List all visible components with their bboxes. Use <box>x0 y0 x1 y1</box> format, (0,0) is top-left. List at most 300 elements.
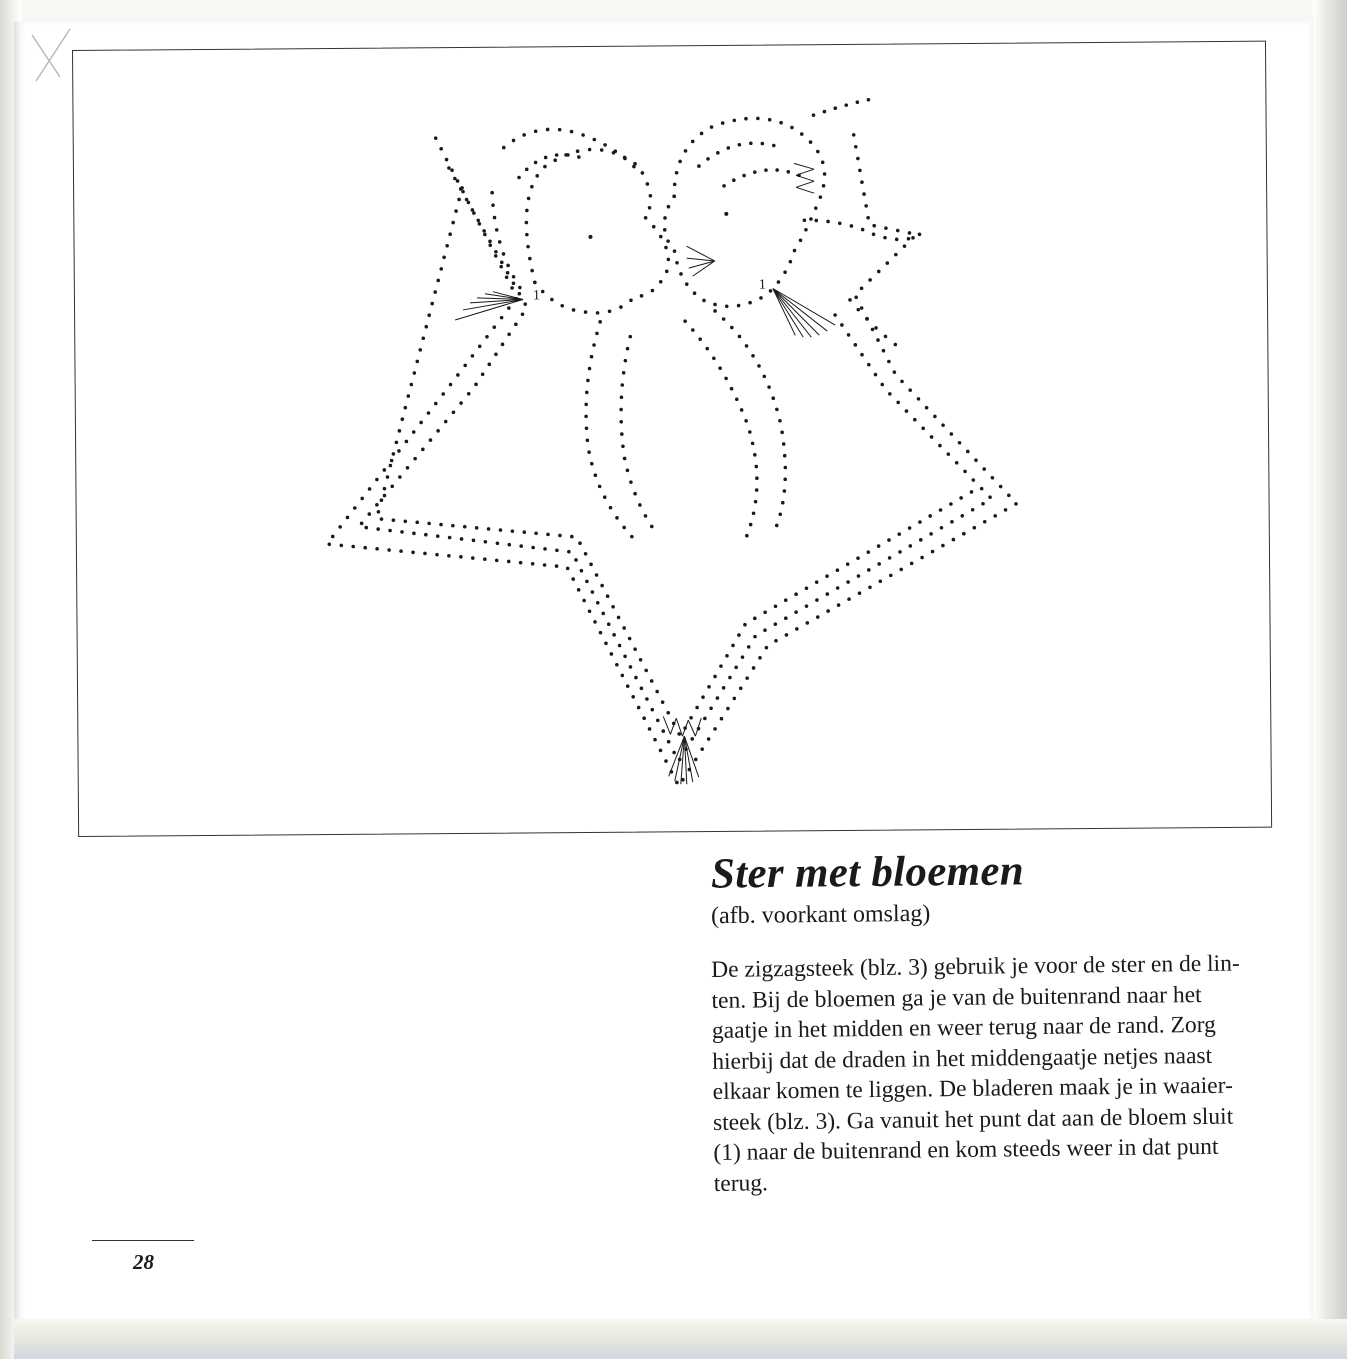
pattern-dot <box>999 485 1003 489</box>
pattern-dot <box>577 588 581 592</box>
pattern-dot <box>874 373 878 377</box>
stitch-line <box>670 718 676 734</box>
pattern-dot <box>581 133 585 137</box>
pattern-dot <box>918 233 922 237</box>
pattern-dot <box>913 418 917 422</box>
stitch-line <box>693 261 715 276</box>
pattern-dot <box>751 442 755 446</box>
pattern-dot <box>645 697 649 701</box>
pattern-dot <box>833 313 837 317</box>
stitch-line <box>689 261 715 268</box>
pattern-dot <box>584 403 588 407</box>
pattern-dot <box>412 430 416 434</box>
pattern-dot <box>690 737 694 741</box>
pattern-dot <box>525 209 529 213</box>
pattern-dot <box>730 326 734 330</box>
pattern-dot <box>894 253 898 257</box>
pattern-dot <box>600 584 604 588</box>
pattern-dot <box>726 707 730 711</box>
pattern-dot <box>695 706 699 710</box>
pattern-dot <box>675 261 679 265</box>
pattern-dot <box>675 781 679 785</box>
pattern-dot <box>949 502 953 506</box>
pattern-dot <box>931 550 935 554</box>
pattern-dot <box>415 360 419 364</box>
pattern-dot <box>482 229 486 233</box>
pattern-dot <box>407 394 411 398</box>
pattern-dot <box>659 235 663 239</box>
pattern-dot <box>900 380 904 384</box>
pattern-dot <box>701 695 705 699</box>
pattern-dot <box>728 676 732 680</box>
pattern-dot <box>745 534 749 538</box>
pattern-dot <box>782 442 786 446</box>
instructions-line: (1) naar de buitenrand en kom steeds weer in dat punt <box>713 1133 1219 1166</box>
pattern-dot <box>555 564 559 568</box>
pattern-dot <box>877 270 881 274</box>
pattern-dot <box>421 448 425 452</box>
pattern-dot <box>413 457 417 461</box>
pattern-dot <box>338 525 342 529</box>
pattern-dot <box>893 370 897 374</box>
page-number: 28 <box>133 1250 154 1274</box>
pattern-dot <box>403 519 407 523</box>
pattern-dot <box>652 225 656 229</box>
pattern-dot <box>525 168 529 172</box>
stitch-line <box>682 720 688 736</box>
pattern-dot <box>847 333 851 337</box>
pattern-dot <box>460 537 464 541</box>
pattern-dot <box>475 526 479 530</box>
pattern-dot <box>844 103 848 107</box>
pattern-dot <box>525 233 529 237</box>
pattern-dot <box>368 487 372 491</box>
pattern-dot <box>619 408 623 412</box>
flower-center-dot <box>588 235 592 239</box>
pattern-dot <box>603 143 607 147</box>
pattern-dot <box>747 645 751 649</box>
pattern-dot <box>610 652 614 656</box>
pencil-x-mark-icon <box>22 25 72 85</box>
pattern-dot <box>980 487 984 491</box>
pattern-dot <box>738 335 742 339</box>
pattern-dot <box>642 716 646 720</box>
pattern-dot <box>920 556 924 560</box>
pattern-dot <box>622 626 626 630</box>
pattern-dot <box>929 532 933 536</box>
pattern-dot <box>896 401 900 405</box>
pattern-dot <box>697 164 701 168</box>
pattern-dot <box>474 383 478 387</box>
pattern-dot <box>856 308 860 312</box>
pattern-dot <box>608 309 612 313</box>
pattern-dot <box>574 558 578 562</box>
pattern-dot <box>566 153 570 157</box>
pattern-dot <box>763 628 767 632</box>
pattern-dot <box>725 654 729 658</box>
pattern-dot <box>410 383 414 387</box>
pattern-dot <box>375 478 379 482</box>
pattern-dot <box>471 208 475 212</box>
pattern-dot <box>507 560 511 564</box>
pattern-dot <box>837 603 841 607</box>
pattern-dot <box>543 547 547 551</box>
pattern-dot <box>800 132 804 136</box>
pattern-dot <box>861 228 865 232</box>
pattern-dot <box>753 635 757 639</box>
pattern-dot <box>888 556 892 560</box>
pattern-dot <box>785 633 789 637</box>
pattern-dot <box>804 228 808 232</box>
pattern-dot <box>722 184 726 188</box>
pattern-dot <box>604 642 608 646</box>
pattern-dot <box>884 226 888 230</box>
pattern-dot <box>749 523 753 527</box>
pattern-dot <box>454 209 458 213</box>
pattern-dot <box>739 686 743 690</box>
pattern-dot <box>451 524 455 528</box>
pattern-dot <box>684 149 688 153</box>
pattern-dot <box>930 435 934 439</box>
pattern-dot <box>899 568 903 572</box>
pattern-dot <box>598 485 602 489</box>
pattern-dot <box>499 265 503 269</box>
pattern-dot <box>667 258 671 262</box>
pattern-dot <box>526 245 530 249</box>
pattern-dot <box>421 336 425 340</box>
pattern-dot <box>698 337 702 341</box>
pattern-dot <box>962 532 966 536</box>
pattern-dot <box>620 383 624 387</box>
pattern-dot <box>596 601 600 605</box>
callout-label-right: 1 <box>758 277 766 293</box>
pattern-dot <box>430 302 434 306</box>
pattern-dot <box>600 148 604 152</box>
pattern-dot <box>685 282 689 286</box>
pattern-dot <box>775 168 779 172</box>
pattern-dot <box>648 727 652 731</box>
pattern-dot <box>419 421 423 425</box>
pattern-dot <box>376 527 380 531</box>
pattern-dot <box>598 320 602 324</box>
pattern-dot <box>815 598 819 602</box>
pattern-dot <box>596 311 600 315</box>
pattern-dot <box>755 488 759 492</box>
pattern-dot <box>631 695 635 699</box>
pattern-dot <box>667 740 671 744</box>
pattern-dot <box>753 453 757 457</box>
pattern-dot <box>618 644 622 648</box>
pattern-dot <box>383 494 387 498</box>
pattern-dot <box>836 568 840 572</box>
pattern-dot <box>452 411 456 415</box>
pattern-dot <box>722 686 726 690</box>
pattern-dot <box>623 457 627 461</box>
instructions-line: elkaar komen te liggen. De bladeren maak je in waaier- <box>712 1072 1233 1105</box>
pattern-dot <box>716 696 720 700</box>
pattern-dot <box>872 232 876 236</box>
pattern-dot <box>400 417 404 421</box>
pattern-dot <box>591 590 595 594</box>
pattern-dot <box>650 525 654 529</box>
pattern-dot <box>633 647 637 651</box>
pattern-dot <box>911 236 915 240</box>
pattern-dot <box>1004 508 1008 512</box>
pattern-dot <box>439 147 443 151</box>
pattern-dot <box>777 280 781 284</box>
pattern-dot <box>783 466 787 470</box>
pattern-dot <box>534 129 538 133</box>
pattern-dot <box>724 377 728 381</box>
pattern-dot <box>626 469 630 473</box>
pattern-dot <box>619 420 623 424</box>
pattern-dot <box>786 170 790 174</box>
stitch-line <box>796 187 814 193</box>
pattern-dot <box>958 441 962 445</box>
pattern-dot <box>856 556 860 560</box>
pattern-dot <box>412 532 416 536</box>
pattern-dot <box>895 238 899 242</box>
pattern-dot <box>488 240 492 244</box>
pattern-dot <box>448 536 452 540</box>
pattern-dot <box>423 552 427 556</box>
pattern-dot <box>718 366 722 370</box>
pattern-dot <box>784 616 788 620</box>
pattern-dot <box>793 249 797 253</box>
pattern-dot <box>744 117 748 121</box>
instructions-line: terug. <box>713 1169 769 1197</box>
stitch-line <box>773 288 811 337</box>
pattern-dot <box>734 665 738 669</box>
pattern-dot <box>650 679 654 683</box>
pattern-dot <box>713 303 717 307</box>
pattern-dot <box>346 516 350 520</box>
pattern-dot <box>720 717 724 721</box>
pattern-dot <box>700 747 704 751</box>
pattern-dot <box>522 530 526 534</box>
pattern-dot <box>584 310 588 314</box>
pattern-dot <box>406 466 410 470</box>
pattern-dot <box>846 580 850 584</box>
pattern-dot <box>413 371 417 375</box>
pattern-dot <box>590 355 594 359</box>
pattern-dot <box>928 514 932 518</box>
stitch-line <box>794 163 814 169</box>
pattern-dot <box>857 574 861 578</box>
pattern-dot <box>790 126 794 130</box>
pattern-dot <box>476 219 480 223</box>
pattern-dot <box>721 121 725 125</box>
pattern-dot <box>375 503 379 507</box>
pattern-dot <box>730 387 734 391</box>
pattern-dot <box>395 441 399 445</box>
pattern-dot <box>612 633 616 637</box>
pattern-dot <box>594 473 598 477</box>
pattern-dot <box>952 538 956 542</box>
pattern-dot <box>691 328 695 332</box>
pattern-dot <box>629 480 633 484</box>
pattern-dot <box>963 470 967 474</box>
pattern-dot <box>783 270 787 274</box>
pattern-dot <box>833 106 837 110</box>
pattern-dot <box>691 140 695 144</box>
stitch-line <box>773 288 827 331</box>
pattern-dot <box>640 294 644 298</box>
pattern-dot <box>496 541 500 545</box>
pattern-dot <box>442 255 446 259</box>
pattern-dot <box>821 160 825 164</box>
pattern-dot <box>679 272 683 276</box>
pattern-dot <box>1014 502 1018 506</box>
pattern-dot <box>732 119 736 123</box>
pattern-dot <box>960 514 964 518</box>
pattern-dot <box>514 323 518 327</box>
pattern-dot <box>664 759 668 763</box>
pattern-dot <box>665 270 669 274</box>
stitch-line <box>688 720 695 736</box>
pattern-dot <box>478 344 482 348</box>
pattern-dot <box>481 372 485 376</box>
pattern-dot <box>436 279 440 283</box>
pattern-dot <box>825 574 829 578</box>
pattern-dot <box>467 392 471 396</box>
pattern-dot <box>745 676 749 680</box>
pattern-dot <box>519 561 523 565</box>
pattern-dot <box>850 224 854 228</box>
pattern-dot <box>439 523 443 527</box>
pattern-dot <box>740 408 744 412</box>
pattern-dot <box>871 328 875 332</box>
pattern-dot <box>390 484 394 488</box>
pattern-dot <box>941 423 945 427</box>
pattern-dot <box>883 236 887 240</box>
pattern-dot <box>641 171 645 175</box>
pattern-dot <box>399 549 403 553</box>
pattern-dot <box>860 306 864 310</box>
pattern-dot <box>560 304 564 308</box>
pattern-dot <box>767 385 771 389</box>
pattern-dot <box>546 533 550 537</box>
pattern-dot <box>667 205 671 209</box>
pattern-dot <box>644 514 648 518</box>
pattern-dot <box>666 239 670 243</box>
pattern-dot <box>815 580 819 584</box>
stitch-line <box>796 175 814 181</box>
pattern-dot <box>819 195 823 199</box>
pattern-dot <box>434 136 438 140</box>
pattern-dot <box>388 529 392 533</box>
pattern-dot <box>518 286 522 290</box>
pattern-dot <box>495 559 499 563</box>
pattern-dot <box>411 551 415 555</box>
pattern-dot <box>909 544 913 548</box>
stitch-line <box>796 181 814 187</box>
pattern-dot <box>722 317 726 321</box>
pattern-dot <box>816 150 820 154</box>
pattern-dot <box>483 557 487 561</box>
pattern-dot <box>640 687 644 691</box>
pattern-dot <box>567 550 571 554</box>
pattern-dot <box>487 527 491 531</box>
pattern-dot <box>659 280 663 284</box>
pattern-dot <box>588 148 592 152</box>
page-edge-bottom <box>14 1319 1347 1359</box>
pattern-dot <box>638 503 642 507</box>
pattern-dot <box>502 252 506 256</box>
pattern-dot <box>673 249 677 253</box>
pattern-dot <box>781 501 785 505</box>
pattern-dot <box>506 264 510 268</box>
pattern-dot <box>860 286 864 290</box>
pattern-dot <box>825 592 829 596</box>
pattern-dot <box>533 281 537 285</box>
pattern-dot <box>783 489 787 493</box>
pattern-dot <box>460 186 464 190</box>
pattern-dot <box>887 538 891 542</box>
pattern-dot <box>360 497 364 501</box>
pattern-dot <box>784 598 788 602</box>
pattern-dot <box>966 450 970 454</box>
pattern-dot <box>894 343 898 347</box>
pattern-dot <box>756 117 760 121</box>
pattern-dot <box>765 646 769 650</box>
pattern-dot <box>877 544 881 548</box>
pattern-dot <box>439 267 443 271</box>
pattern-dot <box>494 250 498 254</box>
pattern-dot <box>940 526 944 530</box>
pattern-dot <box>531 562 535 566</box>
pattern-dot <box>709 706 713 710</box>
pattern-dot <box>418 348 422 352</box>
pattern-dot <box>982 467 986 471</box>
pattern-dot <box>383 487 387 491</box>
pattern-dot <box>775 408 779 412</box>
pattern-dot <box>867 363 871 367</box>
pattern-dot <box>874 326 878 330</box>
pattern-dot <box>606 594 610 598</box>
pattern-dot <box>512 275 516 279</box>
pattern-dot <box>794 592 798 596</box>
pattern-dot <box>434 402 438 406</box>
pattern-dot <box>571 577 575 581</box>
pattern-dot <box>646 182 650 186</box>
pattern-dot <box>826 220 830 224</box>
pattern-dot <box>644 216 648 220</box>
pattern-dot <box>939 508 943 512</box>
pattern-dot <box>726 146 730 150</box>
pattern-dot <box>456 179 460 183</box>
pattern-dot <box>463 364 467 368</box>
pattern-dot <box>754 465 758 469</box>
pattern-dot <box>663 216 667 220</box>
pattern-dot <box>713 309 717 313</box>
pattern-dot <box>555 153 559 157</box>
pattern-dot <box>586 379 590 383</box>
pattern-dot <box>546 128 550 132</box>
flower-center-dot <box>724 212 728 216</box>
pattern-dot <box>769 289 773 293</box>
pattern-dot <box>941 544 945 548</box>
pattern-dot <box>972 526 976 530</box>
pattern-dot <box>823 172 827 176</box>
page-title: Ster met bloemen <box>710 847 1025 898</box>
pattern-dot <box>816 615 820 619</box>
pattern-dot <box>789 260 793 264</box>
pattern-dot <box>872 224 876 228</box>
pattern-dot <box>611 605 615 609</box>
pattern-dot <box>465 198 469 202</box>
pattern-dot <box>390 459 394 463</box>
